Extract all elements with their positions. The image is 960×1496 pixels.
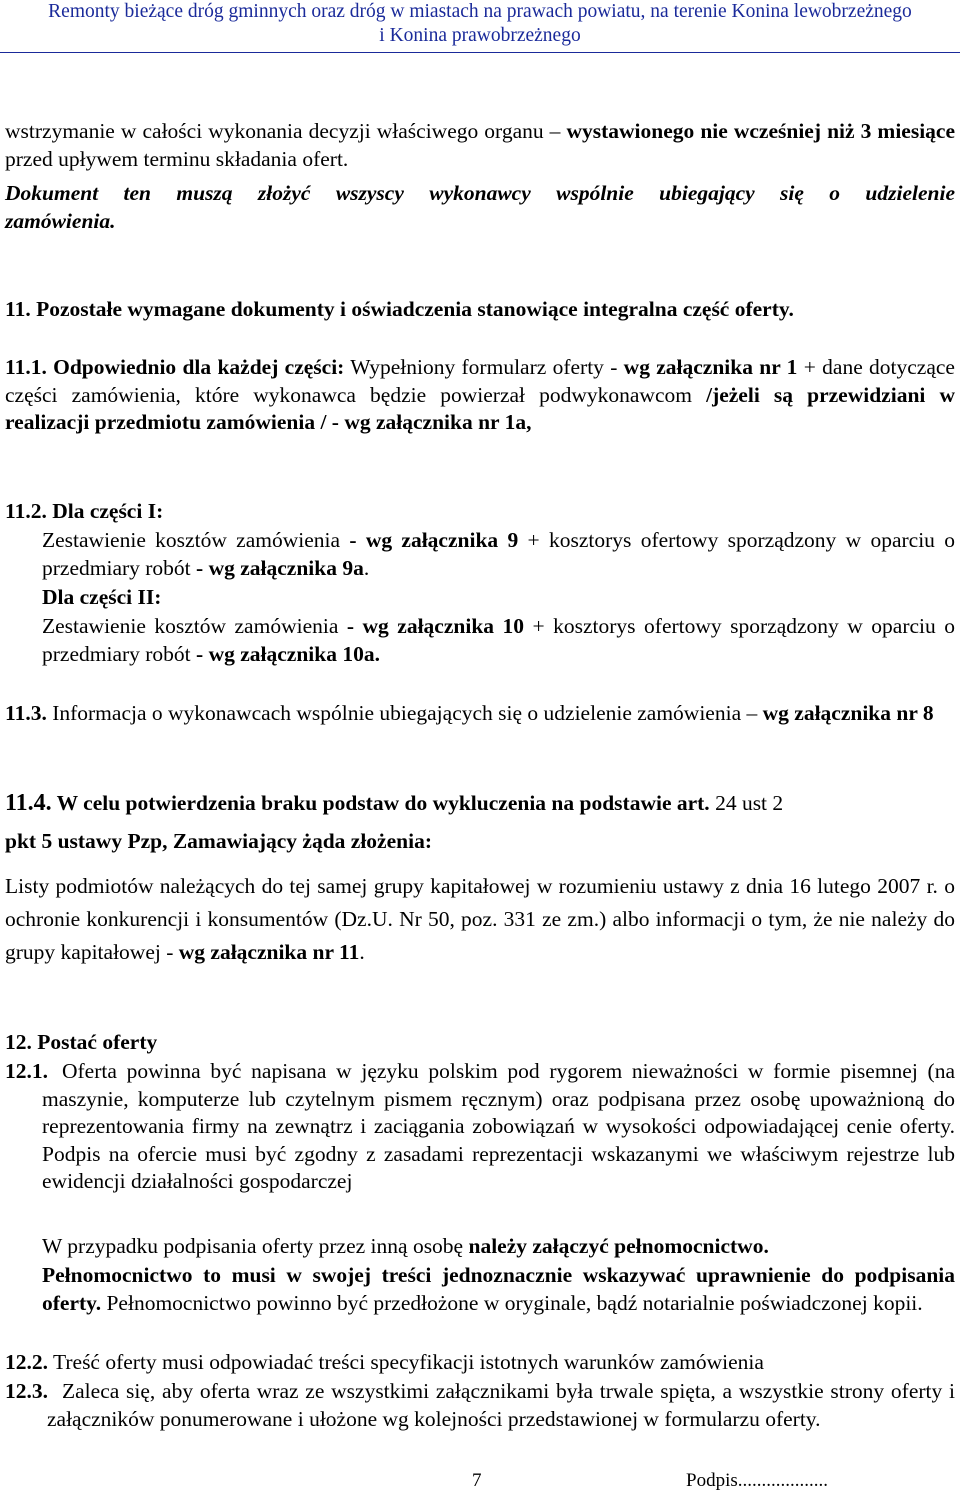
page-number: 7	[472, 1470, 482, 1491]
p11-1-bold-1: wg załącznika nr 1	[623, 355, 798, 379]
p11-2-part-2-heading: Dla części II:	[42, 585, 162, 609]
p12-1-bold-2: należy załączyć pełnomocnictwo.	[468, 1234, 769, 1258]
intro-italic-line-2: zamówienia.	[5, 209, 116, 233]
p11-2-c2: - wg załącznika 10	[346, 614, 525, 638]
intro-text-2: przed upływem terminu składania ofert.	[5, 146, 349, 171]
p11-2-a2: - wg załącznika 9	[349, 528, 519, 552]
p11-4-bold: wg załącznika nr 11	[178, 940, 360, 964]
p11-4-heading-2: 24 ust 2	[709, 791, 784, 815]
p12-1-text-2: W przypadku podpisania oferty przez inną osobę	[42, 1234, 469, 1258]
p11-2-a5: .	[363, 555, 370, 580]
intro-bold-1: wystawionego nie wcześniej	[566, 119, 822, 143]
p11-2-part-1	[42, 527, 955, 582]
paragraph-11-1	[5, 354, 955, 437]
paragraph-12-3: Zaleca się, aby oferta wraz ze wszystkimi załącznikami była trwale spięta, a wszystkie strony oferty i załączników ponumerowane i ułożone wg kolejności przedstawionej w formularzu oferty.	[47, 1379, 955, 1431]
intro-text-1: wstrzymanie w całości wykonania decyzji właściwego organu –	[5, 119, 567, 143]
p12-2-number: 12.2.	[5, 1350, 48, 1374]
paragraph-12-1-b	[42, 1233, 955, 1261]
paragraph-12-2	[5, 1349, 955, 1377]
header-rule	[0, 52, 960, 53]
p11-1-number: 11.1. Odpowiednio dla każdej części:	[5, 355, 345, 379]
p11-1-text-1: Wypełniony formularz oferty -	[344, 355, 624, 379]
p12-2-text: Treść oferty musi odpowiadać treści specyfikacji istotnych warunków zamówienia	[48, 1350, 764, 1374]
p11-2-c3: + kosztorys ofertowy sporządzony w oparciu o przedmiary robót	[42, 614, 956, 666]
paragraph-11-4-heading	[5, 788, 955, 818]
p12-1-bold-3: Pełnomocnictwo to musi w swojej treści jednoznacznie wskazywać uprawnienie do podpisania oferty.	[42, 1263, 955, 1315]
paragraph-11-4-body	[5, 870, 955, 969]
paragraph-11-3	[5, 700, 955, 728]
p11-4-heading-3: pkt 5 ustawy Pzp, Zamawiający żąda złożenia:	[5, 829, 432, 853]
p11-3-bold: wg załącznika nr 8	[762, 701, 934, 725]
p11-4-text-2: .	[359, 940, 365, 964]
p11-1-text-2: + dane dotyczące części zamówienia, które wykonawca będzie powierzał podwykonawcom	[5, 355, 955, 407]
intro-paragraph	[5, 118, 955, 173]
p11-2-c4: - wg załącznika 10a.	[196, 641, 380, 666]
section-11-heading: 11. Pozostałe wymagane dokumenty i oświadczenia stanowiące integralna część oferty.	[5, 297, 794, 321]
paragraph-12-1-c	[42, 1262, 955, 1317]
p11-3-number: 11.3.	[5, 701, 47, 725]
header-line-1: Remonty bieżące dróg gminnych oraz dróg w miastach na prawach powiatu, na terenie Konina lewobrzeżnego	[48, 1, 912, 22]
intro-italic-line-1: Dokument ten muszą złożyć wszyscy wykonawcy wspólnie ubiegający się o udzielenie	[5, 181, 955, 205]
p11-4-text-1: Listy podmiotów należących do tej samej grupy kapitałowej w rozumieniu ustawy z dnia 16 lutego 2007 r. o ochronie konkurencji i konsumentów (Dz.U. Nr 50, poz. 331 ze zm.) albo informacji o tym, że nie należy do grupy kapitałowej -	[5, 874, 955, 964]
p11-2-part-2	[42, 613, 955, 668]
paragraph-12-1: Oferta powinna być napisana w języku polskim pod rygorem nieważności w formie pisemnej (na maszynie, komputerze lub czytelnym pismem ręcznym) oraz podpisana przez osobę upoważnioną do reprezentowania firmy na zewnątrz i zaciągania zobowiązań w wysokości odpowiadającej cenie oferty. Podpis na ofercie musi być zgodny z zasadami reprezentacji wskazanymi we właściwym rejestrze lub ewidencji działalności gospodarczej	[42, 1059, 955, 1193]
signature-line: Podpis...................	[686, 1470, 828, 1491]
p11-2-a3: + kosztorys ofertowy sporządzony w oparciu o przedmiary robót	[42, 528, 955, 580]
p11-1-bold-2: /jeżeli są przewidziani w realizacji przedmiotu zamówienia / - wg załącznika nr 1a,	[5, 382, 956, 434]
p11-4-number: 11.4.	[5, 790, 52, 816]
p12-1-text-3: Pełnomocnictwo powinno być przedłożone w oryginale, bądź notarialnie poświadczonej kopii.	[101, 1290, 923, 1315]
p11-3-text: Informacja o wykonawcach wspólnie ubiegających się o udzielenie zamówienia –	[46, 701, 763, 725]
p11-2-number: 11.2. Dla części I:	[5, 499, 164, 523]
p11-4-heading-1: W celu potwierdzenia braku podstaw do wykluczenia na podstawie art.	[51, 791, 710, 815]
section-12-heading: 12. Postać oferty	[5, 1030, 158, 1054]
p12-3-number: 12.3.	[5, 1379, 48, 1403]
p11-2-a4: - wg załącznika 9a	[196, 555, 364, 580]
p12-1-number: 12.1.	[5, 1059, 48, 1083]
running-header	[0, 0, 960, 48]
p11-2-c1: Zestawienie kosztów zamówienia	[42, 614, 347, 638]
intro-bold-2: niż 3 miesiące	[827, 119, 956, 143]
header-line-2: i Konina prawobrzeżnego	[379, 25, 581, 46]
p11-2-a1: Zestawienie kosztów zamówienia	[42, 528, 350, 552]
